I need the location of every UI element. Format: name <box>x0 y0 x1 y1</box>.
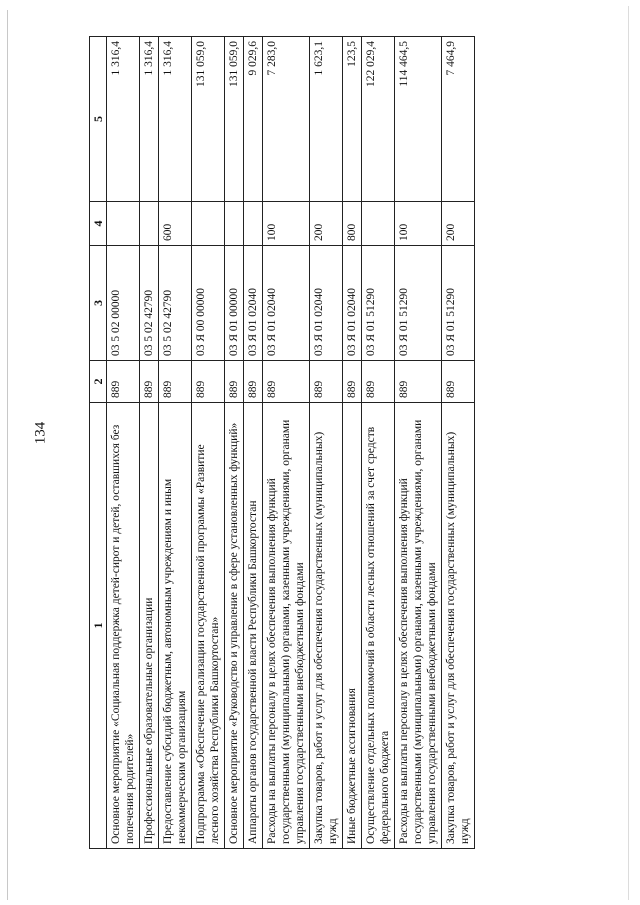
cell-expense-type <box>225 202 244 246</box>
table-row <box>140 37 159 849</box>
cell-target-item: 03 Я 01 00000 <box>225 246 244 361</box>
cell-sum: 7 464,9 <box>442 37 475 202</box>
scan-edge-left <box>7 10 8 900</box>
cell-sum: 131 059,0 <box>192 37 225 202</box>
cell-expense-type: 600 <box>159 202 192 246</box>
cell-sum: 1 623,1 <box>310 37 343 202</box>
cell-sum: 131 059,0 <box>225 37 244 202</box>
table-row <box>159 37 192 849</box>
cell-target-item: 03 Я 01 51290 <box>395 246 442 361</box>
table-row <box>225 37 244 849</box>
cell-name: Профессиональные образовательные организации <box>140 403 159 849</box>
table-row <box>310 37 343 849</box>
cell-target-item: 03 Я 00 00000 <box>192 246 225 361</box>
cell-grbs: 889 <box>107 361 140 403</box>
cell-name: Иные бюджетные ассигнования <box>343 403 362 849</box>
table-row <box>343 37 362 849</box>
table-row <box>263 37 310 849</box>
cell-expense-type: 200 <box>310 202 343 246</box>
table-row <box>192 37 225 849</box>
cell-target-item: 03 5 02 42790 <box>140 246 159 361</box>
cell-sum: 9 029,6 <box>244 37 263 202</box>
cell-target-item: 03 Я 01 51290 <box>362 246 395 361</box>
cell-sum: 123,5 <box>343 37 362 202</box>
cell-expense-type <box>362 202 395 246</box>
col-header-grbs: 2 <box>90 361 107 403</box>
cell-sum: 1 316,4 <box>159 37 192 202</box>
cell-target-item: 03 5 02 00000 <box>107 246 140 361</box>
cell-name: Аппараты органов государственной власти Республики Башкортостан <box>244 403 263 849</box>
cell-grbs: 889 <box>343 361 362 403</box>
table-row <box>395 37 442 849</box>
cell-name: Подпрограмма «Обеспечение реализации государственной программы «Развитие лесного хозяйства Республики Башкортостан» <box>192 403 225 849</box>
cell-grbs: 889 <box>263 361 310 403</box>
cell-grbs: 889 <box>225 361 244 403</box>
cell-name: Закупка товаров, работ и услуг для обеспечения государственных (муниципальных) нужд <box>310 403 343 849</box>
cell-target-item: 03 Я 01 02040 <box>310 246 343 361</box>
cell-sum: 1 316,4 <box>140 37 159 202</box>
col-header-expense-type: 4 <box>90 202 107 246</box>
cell-expense-type <box>244 202 263 246</box>
cell-target-item: 03 5 02 42790 <box>159 246 192 361</box>
cell-grbs: 889 <box>140 361 159 403</box>
cell-grbs: 889 <box>192 361 225 403</box>
cell-expense-type <box>107 202 140 246</box>
cell-grbs: 889 <box>395 361 442 403</box>
cell-name: Предоставление субсидий бюджетным, автономным учреждениям и иным некоммерческим организациям <box>159 403 192 849</box>
rotated-table-frame <box>89 37 554 849</box>
table-container <box>89 37 554 849</box>
cell-expense-type: 100 <box>263 202 310 246</box>
cell-grbs: 889 <box>310 361 343 403</box>
cell-grbs: 889 <box>442 361 475 403</box>
cell-sum: 114 464,5 <box>395 37 442 202</box>
cell-name: Расходы на выплаты персоналу в целях обеспечения выполнения функций государственными (муниципальными) органами, казенными учреждениями, органами управления государственными внебюджетными фондами <box>263 403 310 849</box>
cell-expense-type: 100 <box>395 202 442 246</box>
cell-target-item: 03 Я 01 02040 <box>244 246 263 361</box>
cell-name: Закупка товаров, работ и услуг для обеспечения государственных (муниципальных) нужд <box>442 403 475 849</box>
cell-sum: 122 029,4 <box>362 37 395 202</box>
cell-target-item: 03 Я 01 51290 <box>442 246 475 361</box>
table-row <box>362 37 395 849</box>
cell-grbs: 889 <box>159 361 192 403</box>
cell-target-item: 03 Я 01 02040 <box>263 246 310 361</box>
scan-edge-right <box>628 6 629 900</box>
cell-name: Осуществление отдельных полномочий в области лесных отношений за счет средств федерального бюджета <box>362 403 395 849</box>
col-header-sum: 5 <box>90 37 107 202</box>
col-header-name: 1 <box>90 403 107 849</box>
cell-name: Расходы на выплаты персоналу в целях обеспечения выполнения функций государственными (муниципальными) органами, казенными учреждениями, органами управления государственными внебюджетными фондами <box>395 403 442 849</box>
table-header-row <box>90 37 107 849</box>
cell-sum: 1 316,4 <box>107 37 140 202</box>
cell-name: Основное мероприятие «Руководство и управление в сфере установленных функций» <box>225 403 244 849</box>
cell-grbs: 889 <box>244 361 263 403</box>
cell-name: Основное мероприятие «Социальная поддержка детей-сирот и детей, оставшихся без попечения родителей» <box>107 403 140 849</box>
cell-expense-type: 800 <box>343 202 362 246</box>
table-row <box>244 37 263 849</box>
table-body <box>107 37 475 849</box>
budget-table <box>89 36 475 849</box>
table-row <box>442 37 475 849</box>
cell-target-item: 03 Я 01 02040 <box>343 246 362 361</box>
cell-grbs: 889 <box>362 361 395 403</box>
cell-sum: 7 283,0 <box>263 37 310 202</box>
cell-expense-type: 200 <box>442 202 475 246</box>
col-header-target-item: 3 <box>90 246 107 361</box>
page-number: 134 <box>32 421 49 445</box>
cell-expense-type <box>192 202 225 246</box>
table-row <box>107 37 140 849</box>
cell-expense-type <box>140 202 159 246</box>
